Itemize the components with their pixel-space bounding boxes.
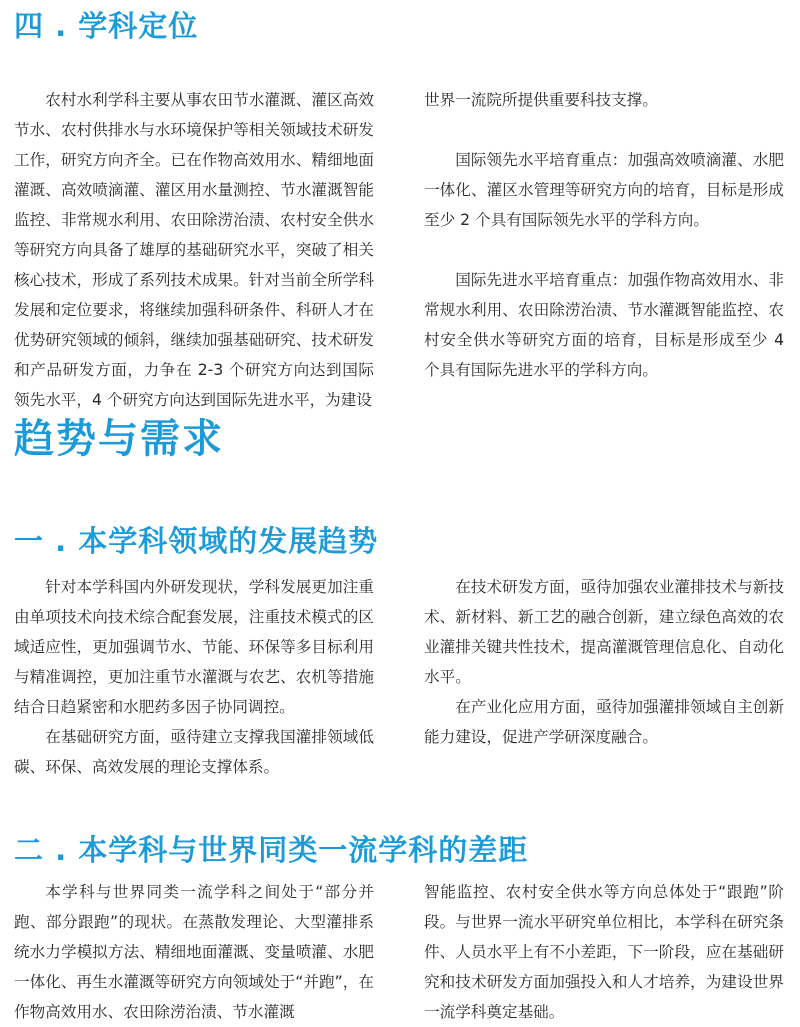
- paragraph-positioning-continuation: 世界一流院所提供重要科技支撑。: [424, 91, 658, 109]
- paragraph-trends-technology-rd: 在技术研发方面，亟待加强农业灌排技术与新技术、新材料、新工艺的融合创新，建立绿色高效的农业灌排关键共性技术，提高灌溉管理信息化、自动化水平。: [424, 578, 784, 686]
- paragraph-trends-basic-research: 在基础研究方面，亟待建立支撑我国灌排领域低碳、环保、高效发展的理论支撑体系。: [14, 728, 374, 776]
- section-heading-development-trends: 一 . 本学科领域的发展趋势: [14, 524, 379, 558]
- paragraph-international-leading-focus: 国际领先水平培育重点：加强高效喷滴灌、水肥一体化、灌区水管理等研究方向的培育，目标是形成至少 2 个具有国际领先水平的学科方向。: [424, 151, 784, 229]
- section-heading-discipline-positioning: 四 . 学科定位: [14, 9, 199, 43]
- section-heading-gap-with-world-class: 二 . 本学科与世界同类一流学科的差距: [14, 833, 529, 867]
- section2-right-column: [424, 877, 784, 1027]
- paragraph-gap-overview: 本学科与世界同类一流学科之间处于“部分并跑、部分跟跑”的现状。在蒸散发理论、大型灌排系统水力学模拟方法、精细地面灌溉、变量喷灌、水肥一体化、再生水灌溉等研究方向领域处于“并跑”，在作物高效用水、农田除涝治渍、节水灌溉: [14, 883, 374, 1021]
- paragraph-positioning-overview: 农村水利学科主要从事农田节水灌溉、灌区高效节水、农村供排水与水环境保护等相关领域技术研发工作，研究方向齐全。已在作物高效用水、精细地面灌溉、高效喷滴灌、灌区用水量测控、节水灌溉智能监控、非常规水利用、农田除涝治渍、农村安全供水等研究方向具备了雄厚的基础研究水平，突破了相关核心技术，形成了系列技术成果。针对当前全所学科发展和定位要求，将继续加强科研条件、科研人才在优势研究领域的倾斜，继续加强基础研究、技术研发和产品研发方面，力争在 2-3 个研究方向达到国际领先水平，4 个研究方向达到国际先进水平，为建设: [14, 91, 374, 409]
- section4-left-column: [14, 85, 374, 415]
- section1-right-column: [424, 572, 784, 752]
- paragraph-trends-industrialization: 在产业化应用方面，亟待加强灌排领域自主创新能力建设，促进产学研深度融合。: [424, 698, 784, 746]
- paragraph-gap-continuation: 智能监控、农村安全供水等方向总体处于“跟跑”阶段。与世界一流水平研究单位相比，本学科在研究条件、人员水平上有不小差距，下一阶段，应在基础研究和技术研发方面加强投入和人才培养，为建设世界一流学科奠定基础。: [424, 883, 784, 1021]
- section1-left-column: [14, 572, 374, 782]
- chapter-heading-trends-and-needs: 趋势与需求: [14, 416, 224, 462]
- paragraph-trends-overview: 针对本学科国内外研发现状，学科发展更加注重由单项技术向技术综合配套发展，注重技术模式的区域适应性，更加强调节水、节能、环保等多目标利用与精准调控，更加注重节水灌溉与农艺、农机等措施结合日趋紧密和水肥药多因子协同调控。: [14, 578, 374, 716]
- section2-left-column: [14, 877, 374, 1027]
- paragraph-international-advanced-focus: 国际先进水平培育重点：加强作物高效用水、非常规水利用、农田除涝治渍、节水灌溉智能监控、农村安全供水等研究方面的培育，目标是形成至少 4 个具有国际先进水平的学科方向。: [424, 271, 784, 379]
- section4-right-column: [424, 85, 784, 385]
